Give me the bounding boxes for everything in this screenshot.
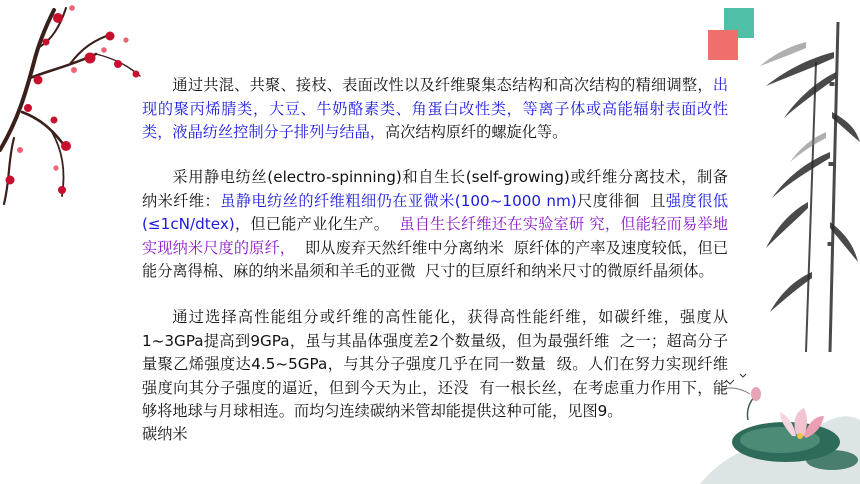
p2-text-c: 尺度徘徊 [576,191,640,210]
p2-text-h: 即从废弃天然纤维中分离纳米 [304,238,504,257]
p3-text-e: 纳米管却能提供这种可能，见图9。 [385,402,623,421]
p2-text-j: 尺寸的巨原纤和纳米尺寸的微原纤晶须体。 [425,262,714,281]
paragraph-nanofiber [142,166,728,284]
p2-highlight-strength: 强度很低(≤1cN/dtex) [142,191,729,234]
paragraph-fiber-modification [142,74,728,145]
p2-text-f: ，但已能产业化生产。 [234,215,390,234]
p3-text-b: 之一；超高分子量聚乙烯强度达4.5~5GPa，与其分子强度几乎在同一数量 [142,331,729,374]
p2-text-a: 采用静电纺丝(electro-spinning)和自生长(self-growing)或纤维分离技术，制备纳米纤维： [142,168,728,210]
plum-blossom-illustration [0,0,150,210]
p1-highlight-blue: 出现的聚丙烯腈类，大豆、牛奶酪素类、角蛋白改性类，等离子体或高能辐射表面改性类，液晶纺丝控制分子排列与结晶， [142,76,728,142]
bamboo-illustration [746,22,860,352]
p2-text-i: 原纤体的产率及速度较低，但已能分离得棉、麻的纳米晶须和羊毛的亚微 [142,238,729,281]
coral-square-decoration [708,30,738,60]
p3-text-c: 级。人们在努力实现纤维强度向其分子强度的逼近，但到今天为止，还没 [142,355,729,397]
p3-text-d: 有一根长丝，在考虑重力作用下，能够将地球与月球相连。而均匀连续碳 [142,378,729,421]
p2-highlight-electrospinning: 虽静电纺丝的纤维粗细仍在亚微米(100~1000 nm) [220,191,577,210]
p2-highlight-self-growing: 虽自生长纤维还在实验室研 究，但能轻而易举地实现纳米尺度的原纤， [142,215,728,257]
overlapping-text-artifact: 碳纳米 [142,425,188,443]
p1-text-a: 通过共混、共聚、接枝、表面改性以及纤维聚集态结构和高次结构的精细调整， [172,76,713,94]
p2-text-d: 且 [650,191,666,210]
p1-text-c: 高次结构原纤的螺旋化等。 [385,123,568,142]
p3-text-a: 通过选择高性能组分或纤维的高性能化，获得高性能纤维，如碳纤维，强度从1~3GPa提高到9GPa，虽与其晶体强度差2个数量级，但为最强纤维 [142,308,728,350]
paragraph-high-performance-fiber [142,306,728,424]
